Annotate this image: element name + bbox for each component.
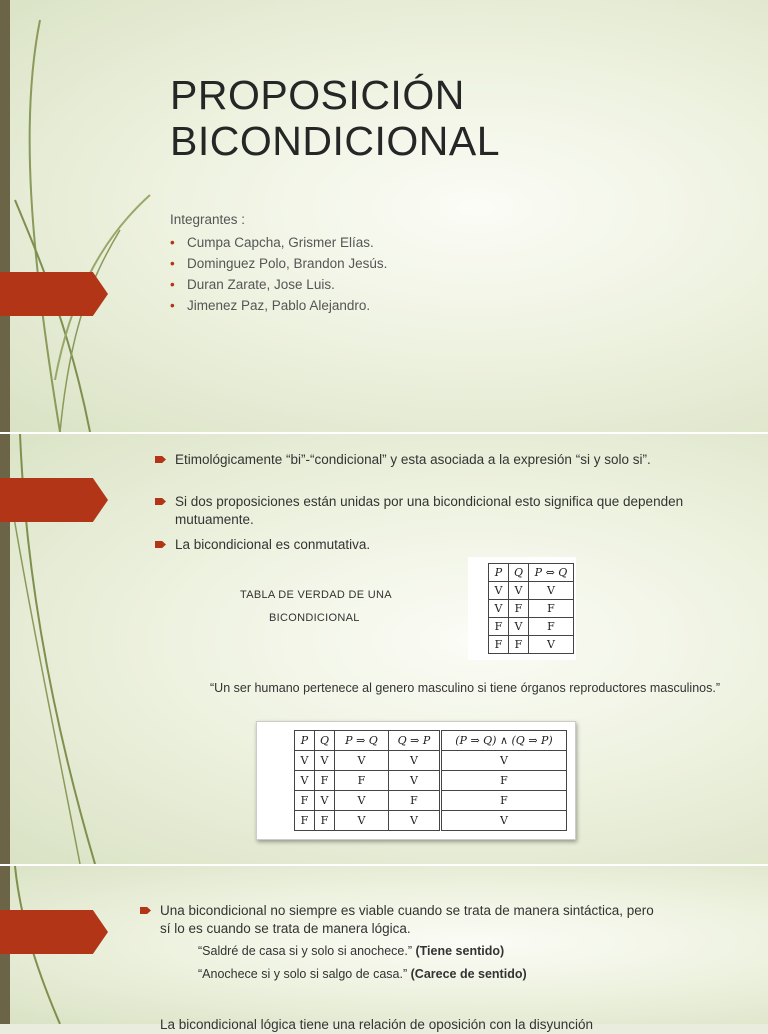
table-row [489, 600, 574, 618]
list-item: • Cumpa Capcha, Grismer Elías. [170, 232, 387, 253]
table-header: (P ⇒ Q) ∧ (Q ⇒ P) [441, 731, 567, 751]
bullet-opposition [160, 1016, 720, 1034]
truth-table-1 [488, 563, 574, 654]
table-cell: V [335, 751, 389, 771]
table-row [295, 791, 567, 811]
table-cell: V [295, 771, 315, 791]
table-cell: V [335, 791, 389, 811]
table-cell: F [389, 791, 441, 811]
list-item: • Jimenez Paz, Pablo Alejandro. [170, 295, 387, 316]
table-cell: F [295, 791, 315, 811]
arrow-tab [0, 478, 108, 522]
bullet-etymology [175, 451, 725, 469]
title-line-1: PROPOSICIÓN [170, 72, 465, 118]
slide-title-text [170, 72, 500, 164]
table-row [489, 636, 574, 654]
table-cell: V [509, 582, 529, 600]
truth-table-2 [294, 730, 567, 831]
list-item: • Duran Zarate, Jose Luis. [170, 274, 387, 295]
bullet-text: La bicondicional lógica tiene una relación de oposición con la disyunción [160, 1017, 594, 1032]
table-cell: V [335, 811, 389, 831]
table-cell: V [441, 751, 567, 771]
table-cell: V [529, 582, 574, 600]
title-line-2: BICONDICIONAL [170, 118, 500, 164]
table-cell: F [295, 811, 315, 831]
list-item: • Dominguez Polo, Brandon Jesús. [170, 253, 387, 274]
table-cell: V [315, 751, 335, 771]
bullet-commutative [175, 536, 705, 554]
bullet-mutual [175, 493, 705, 529]
table-cell: V [389, 771, 441, 791]
table-cell: F [529, 600, 574, 618]
table-cell: V [441, 811, 567, 831]
members-heading: Integrantes : [170, 212, 246, 227]
table-cell: V [315, 791, 335, 811]
members-list [170, 232, 387, 316]
table-cell: F [315, 771, 335, 791]
bullet-text: Si dos proposiciones están unidas por una bicondicional esto significa que dependen mutuamente. [175, 494, 684, 527]
table-cell: F [441, 771, 567, 791]
table-row [489, 618, 574, 636]
table-cell: F [489, 636, 509, 654]
table-cell: V [389, 811, 441, 831]
bullet-text: La bicondicional es conmutativa. [175, 537, 371, 552]
table-row [295, 811, 567, 831]
table-row [295, 751, 567, 771]
table-header: Q ⇒ P [389, 731, 441, 751]
table-header-row [295, 731, 567, 751]
table-cell: F [509, 600, 529, 618]
table-cell: V [529, 636, 574, 654]
bullet-text: Etimológicamente “bi”-“condicional” y esta asociada a la expresión “si y solo si”. [175, 452, 651, 467]
table-header: Q [509, 564, 529, 582]
table-header: Q [315, 731, 335, 751]
table-cell: V [489, 600, 509, 618]
table-cell: F [315, 811, 335, 831]
example-2-text: “Anochece si y solo si salgo de casa.” [198, 967, 408, 981]
table-cell: F [509, 636, 529, 654]
table-cell: F [335, 771, 389, 791]
truth-table-1-box [468, 557, 576, 660]
table-row [489, 582, 574, 600]
example-1 [198, 944, 504, 958]
table-cell: V [489, 582, 509, 600]
example-2-note: (Carece de sentido) [410, 967, 527, 981]
table-caption-line-1: TABLA DE VERDAD DE UNA [240, 589, 392, 601]
table-header: P [295, 731, 315, 751]
table-header-row [489, 564, 574, 582]
table-cell: F [529, 618, 574, 636]
table-cell: V [389, 751, 441, 771]
table-header: P ⇒ Q [335, 731, 389, 751]
truth-table-2-box [256, 721, 576, 840]
table-header: P ⇔ Q [529, 564, 574, 582]
example-1-text: “Saldré de casa si y solo si anochece.” [198, 944, 412, 958]
table-cell: F [489, 618, 509, 636]
table-header: P [489, 564, 509, 582]
bullet-text: Una bicondicional no siempre es viable cuando se trata de manera sintáctica, pero sí lo es cuando se trata de manera lógica. [160, 903, 654, 936]
example-1-note: (Tiene sentido) [415, 944, 505, 958]
bullet-syntactic [160, 902, 660, 938]
table-cell: V [295, 751, 315, 771]
table-row [295, 771, 567, 791]
vine-decoration [0, 0, 180, 432]
arrow-tab [0, 272, 108, 316]
example-2 [198, 967, 527, 981]
example-quote: “Un ser humano pertenece al genero masculino si tiene órganos reproductores masculinos.” [210, 681, 720, 695]
table-cell: V [509, 618, 529, 636]
table-caption-line-2: BICONDICIONAL [269, 612, 360, 624]
table-cell: F [441, 791, 567, 811]
arrow-tab [0, 910, 108, 954]
slide-title [0, 0, 768, 432]
